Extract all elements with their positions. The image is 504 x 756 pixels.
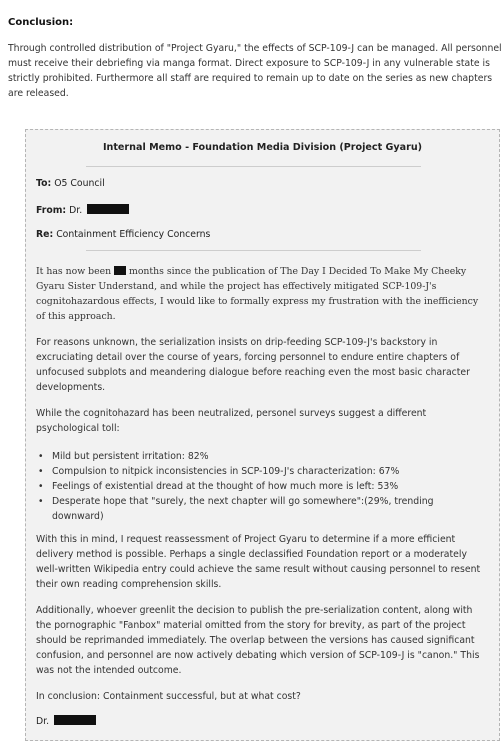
to-value: O5 Council xyxy=(54,178,105,189)
p1-rest: months since the publication of The Day I Decided To Make My Cheeky Gyaru Sister Understand, and while the project has effectively mitigated SCP-109-J's cognitohazardous effects, I would like to formally express my frustration with the inefficiency of this approach. xyxy=(36,266,479,322)
memo-paragraph-3: While the cognitohazard has been neutralized, personel surveys suggest a different psychological toll: xyxy=(36,408,427,434)
to-label: To: xyxy=(36,178,52,189)
memo-paragraph-4: With this in mind, I request reassessment of Project Gyaru to determine if a more efficient delivery method is possible. Perhaps a single declassified Foundation report or a moderately well-written Wikipedia entry could achieve the same result without causing personnel to resent their own reading comprehension skills. xyxy=(36,534,481,590)
signature-text: Dr. xyxy=(36,716,50,727)
list-item: • Desperate hope that "surely, the next chapter will go somewhere":(29%, trending downward) xyxy=(36,494,481,524)
redaction-bar xyxy=(54,715,96,725)
memo-paragraph-2: For reasons unknown, the serialization insists on drip-feeding SCP-109-J's backstory in excruciating detail over the course of years, forcing personnel to endure entire chapters of unfocused subplots and meandering dialogue before reaching even the most basic character developments. xyxy=(36,337,470,393)
list-item: • Compulsion to nitpick inconsistencies in SCP-109-J's characterization: 67% xyxy=(36,464,481,479)
conclusion-text: Through controlled distribution of "Project Gyaru," the effects of SCP-109-J can be managed. All personnel must receive their debriefing via manga format. Direct exposure to SCP-109-J in any vulnerable state is strictly prohibited. Furthermore all staff are required to remain up to date on the series as new chapters are released. xyxy=(8,43,502,99)
re-label: Re: xyxy=(36,229,54,240)
memo-re xyxy=(36,229,210,240)
memo-to xyxy=(36,178,105,189)
list-item: • Mild but persistent irritation: 82% xyxy=(36,449,481,464)
title-divider xyxy=(86,166,421,167)
redaction-bar xyxy=(87,204,129,214)
memo-paragraph-1 xyxy=(36,264,481,324)
memo-from xyxy=(36,204,129,216)
memo-box xyxy=(25,129,500,741)
memo-signature xyxy=(36,715,96,727)
survey-list xyxy=(36,449,481,524)
from-label: From: xyxy=(36,205,67,216)
p1-start: It has now been xyxy=(36,266,112,277)
memo-paragraph-5: Additionally, whoever greenlit the decision to publish the pre-serialization content, along with the pornographic "Fanbox" material omitted from the story for brevity, as part of the project should be reprimanded immediately. The overlap between the versions has caused significant confusion, and personnel are now actively debating which version of SCP-109-J is "canon." This was not the intended outcome. xyxy=(36,605,480,676)
from-value: Dr. xyxy=(69,205,83,216)
conclusion-heading: Conclusion: xyxy=(8,17,74,28)
re-value: Containment Efficiency Concerns xyxy=(56,229,211,240)
memo-paragraph-6: In conclusion: Containment successful, but at what cost? xyxy=(36,691,301,702)
redaction-bar xyxy=(114,266,126,275)
memo-title: Internal Memo - Foundation Media Division (Project Gyaru) xyxy=(102,142,423,153)
header-divider xyxy=(86,250,421,251)
list-item: • Feelings of existential dread at the thought of how much more is left: 53% xyxy=(36,479,481,494)
